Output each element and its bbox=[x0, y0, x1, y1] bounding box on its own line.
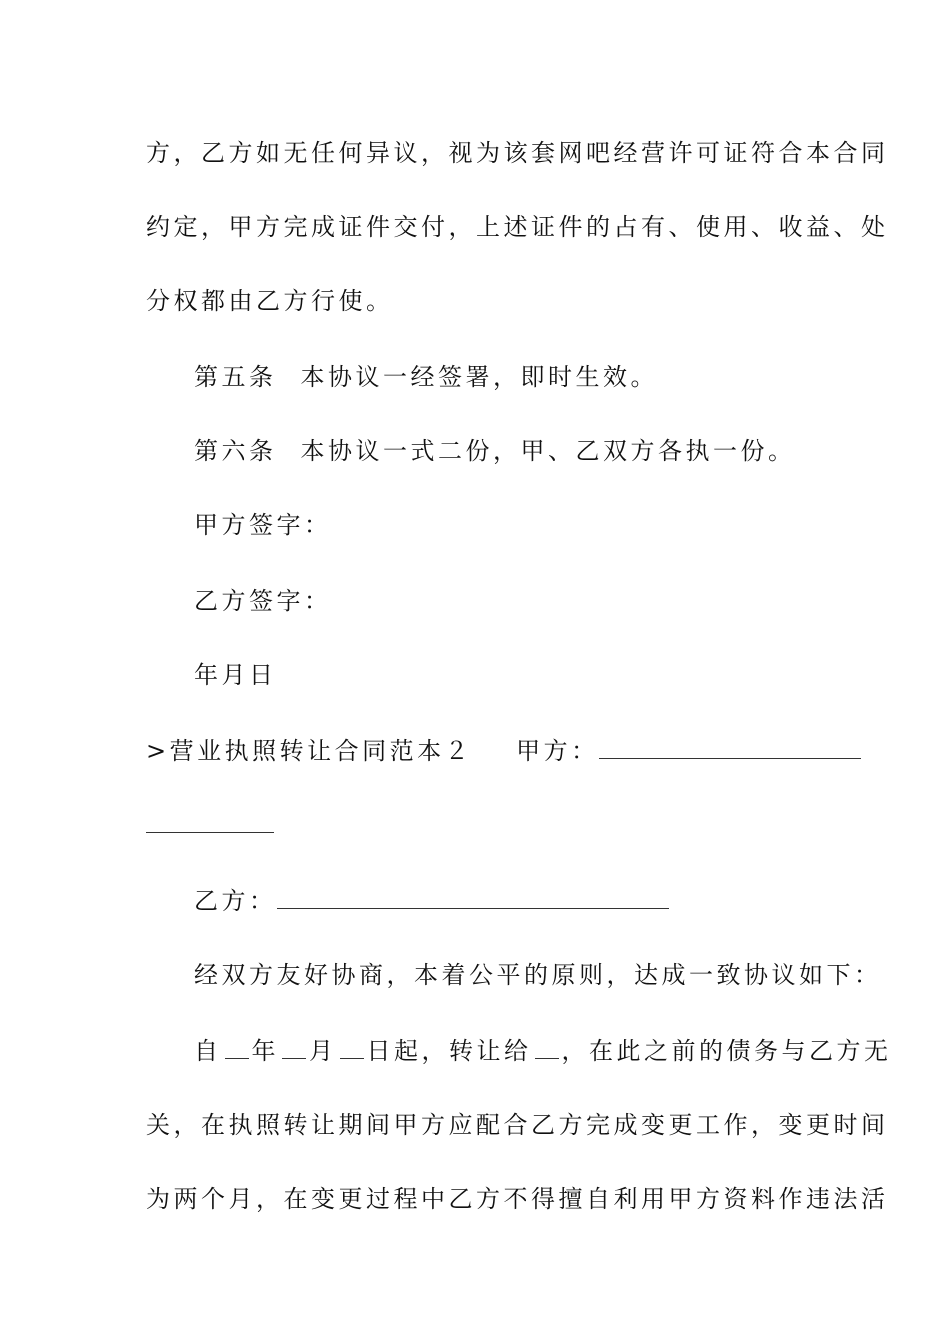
transferee-blank bbox=[535, 1040, 559, 1059]
day-blank bbox=[340, 1040, 364, 1059]
paragraph-line: 为两个月，在变更过程中乙方不得擅自利用甲方资料作违法活 bbox=[146, 1185, 889, 1213]
article-six-label: 第六条 bbox=[194, 437, 277, 465]
article-six-text: 本协议一式二份，甲、乙双方各执一份。 bbox=[300, 437, 796, 465]
article-six bbox=[194, 436, 796, 466]
party-b-row bbox=[194, 886, 669, 916]
article-five-text: 本协议一经签署，即时生效。 bbox=[300, 363, 658, 391]
paragraph-line: 方，乙方如无任何异议，视为该套网吧经营许可证符合本合同 bbox=[146, 139, 889, 167]
clause-line bbox=[194, 1036, 892, 1066]
clause-text: 日起，转让给 bbox=[366, 1037, 532, 1065]
article-five bbox=[194, 362, 658, 392]
clause-text: 自 bbox=[194, 1037, 222, 1065]
party-b-blank bbox=[277, 890, 669, 909]
party-b-signature: 乙方签字： bbox=[194, 587, 332, 615]
clause-text: 年 bbox=[251, 1037, 279, 1065]
paragraph-line: 约定，甲方完成证件交付，上述证件的占有、使用、收益、处 bbox=[146, 213, 889, 241]
party-a-signature: 甲方签字： bbox=[194, 511, 332, 539]
clause-text: 月 bbox=[309, 1037, 337, 1065]
month-blank bbox=[282, 1040, 306, 1059]
clause-text: ，在此之前的债务与乙方无 bbox=[561, 1037, 892, 1065]
year-blank bbox=[225, 1040, 249, 1059]
article-five-label: 第五条 bbox=[194, 363, 277, 391]
intro-paragraph: 经双方友好协商，本着公平的原则，达成一致协议如下： bbox=[194, 961, 882, 989]
party-a-label: 甲方： bbox=[516, 737, 599, 765]
contract-heading: >营业执照转让合同范本２ bbox=[146, 737, 473, 765]
paragraph-line: 分权都由乙方行使。 bbox=[146, 287, 394, 315]
party-a-blank-continued bbox=[146, 814, 274, 833]
party-a-blank bbox=[599, 740, 861, 759]
party-b-label: 乙方： bbox=[194, 887, 277, 915]
paragraph-line: 关，在执照转让期间甲方应配合乙方完成变更工作，变更时间 bbox=[146, 1111, 889, 1139]
date-line: 年月日 bbox=[194, 661, 277, 689]
contract-heading-row bbox=[146, 736, 861, 766]
